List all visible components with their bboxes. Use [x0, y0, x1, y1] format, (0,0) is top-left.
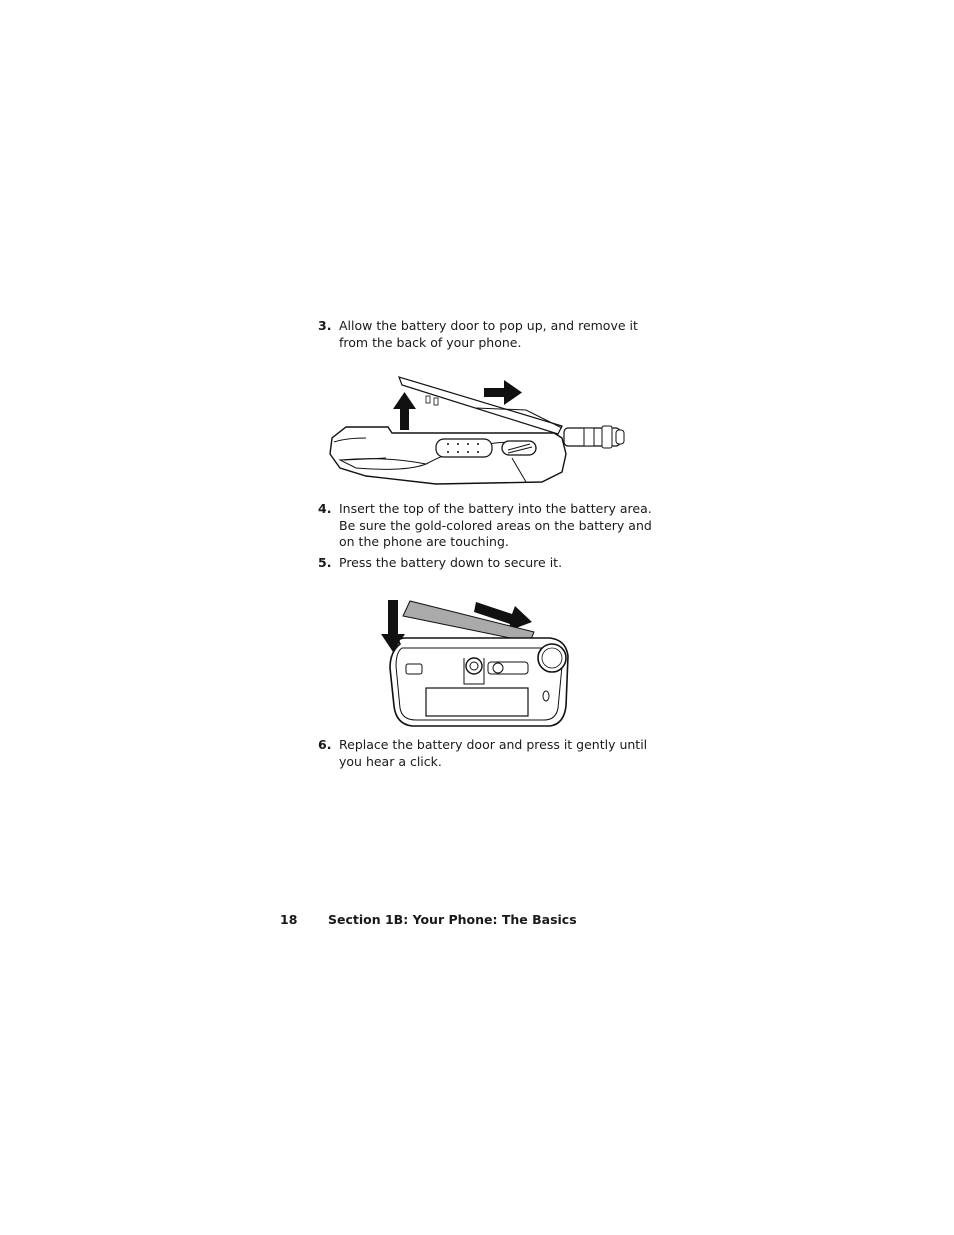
up-arrow-icon: [393, 392, 416, 430]
step-number: 3.: [318, 318, 332, 333]
phone-body-shape: [390, 638, 568, 726]
right-arrow-icon: [484, 380, 522, 405]
battery-door-removal-illustration: [326, 372, 630, 492]
page-footer: [280, 912, 577, 927]
page-number: 18: [280, 912, 298, 927]
step-4: [318, 501, 658, 551]
phone-body-shape: [330, 427, 566, 484]
step-text: Press the battery down to secure it.: [339, 555, 563, 570]
step-5: [318, 555, 658, 572]
step-number: 5.: [318, 555, 332, 570]
step-number: 6.: [318, 737, 332, 752]
section-title: Section 1B: Your Phone: The Basics: [328, 912, 577, 927]
battery-insertion-illustration: [380, 596, 572, 730]
step-6: [318, 737, 658, 770]
step-text: Allow the battery door to pop up, and remove it from the back of your phone.: [339, 318, 638, 350]
step-number: 4.: [318, 501, 332, 516]
battery-door-shape: [399, 377, 562, 434]
step-text: Replace the battery door and press it gently until you hear a click.: [339, 737, 648, 769]
antenna-shape: [564, 426, 624, 448]
step-text: Insert the top of the battery into the battery area. Be sure the gold-colored areas on the battery and on the phone are touching.: [339, 501, 652, 549]
step-3: [318, 318, 658, 351]
